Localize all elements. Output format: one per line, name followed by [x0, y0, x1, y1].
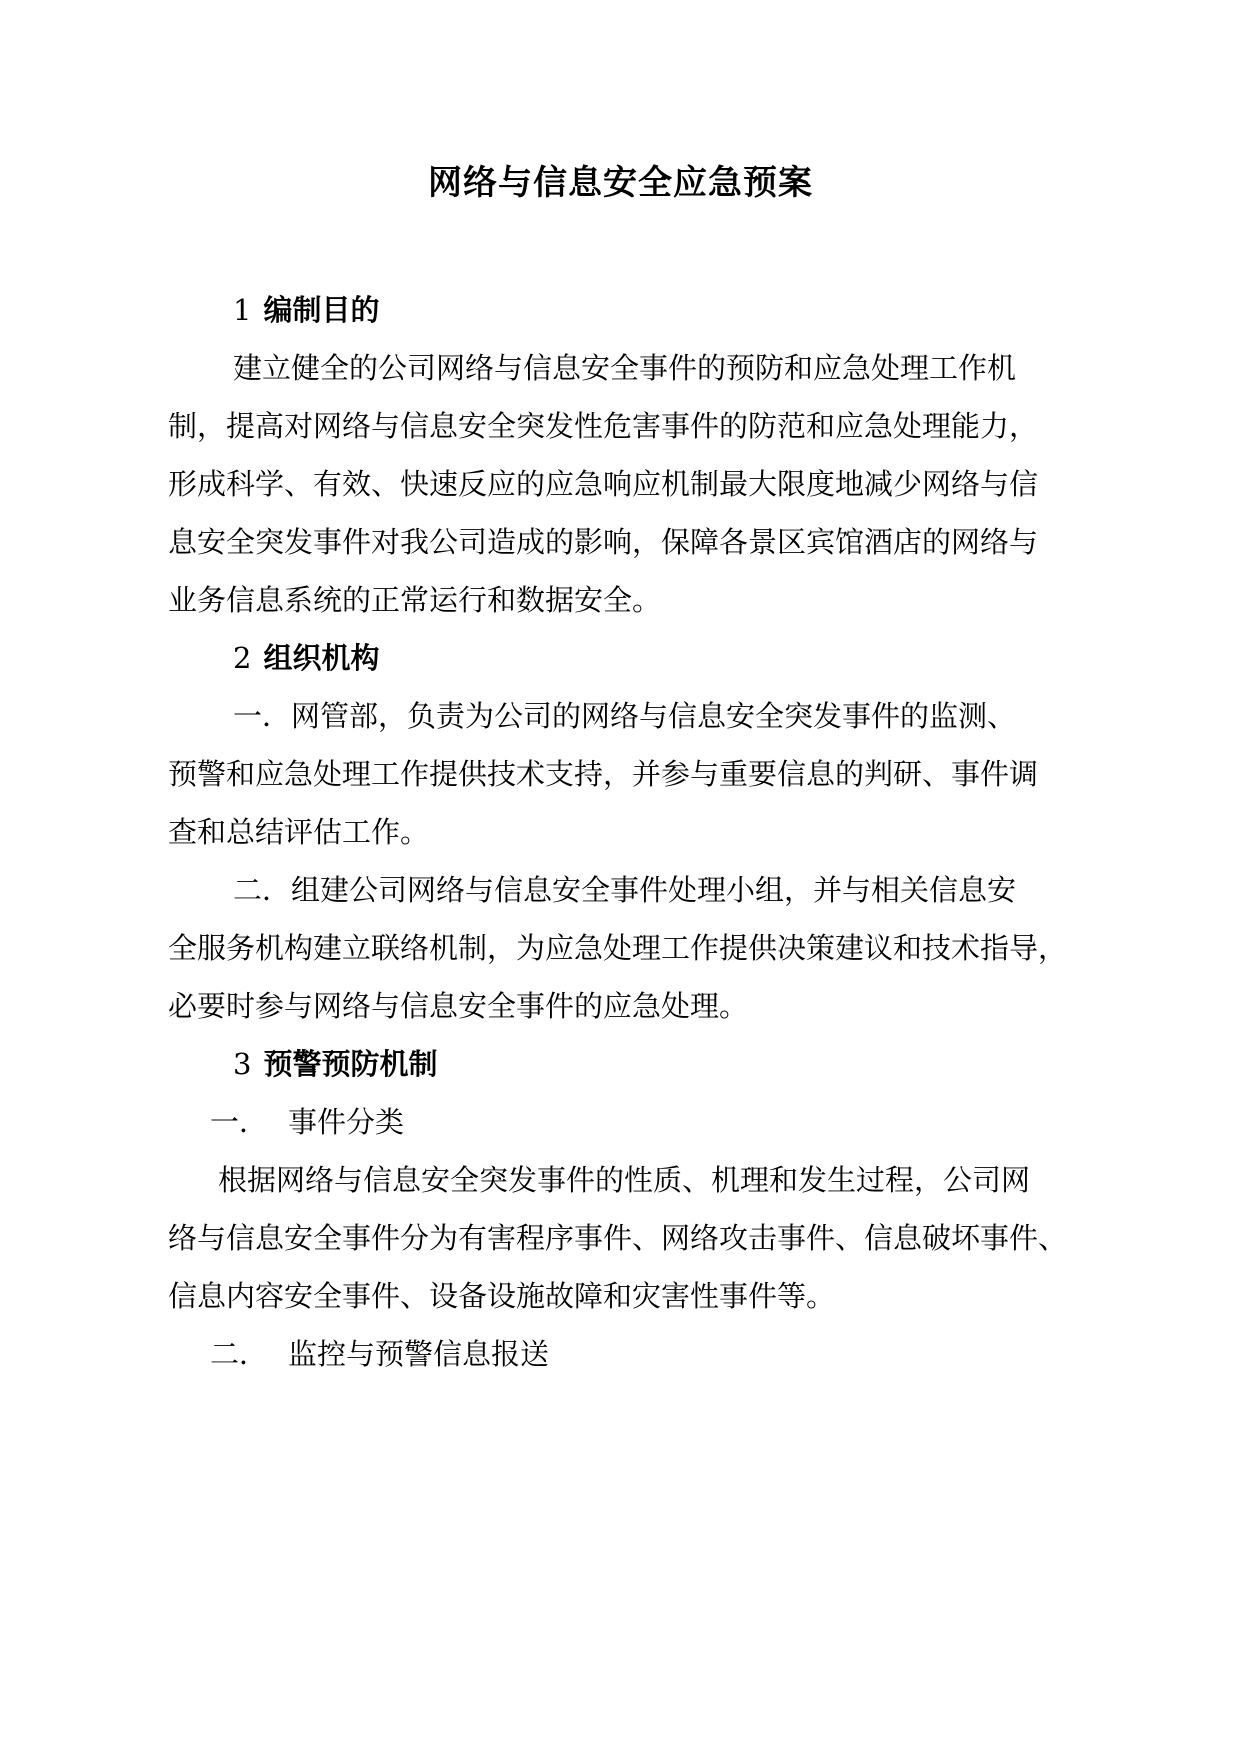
section-title: 预警预防机制 — [263, 1047, 438, 1081]
paragraph-line: 业务信息系统的正常运行和数据安全。 — [168, 583, 662, 617]
section-1-heading — [233, 288, 1103, 332]
section-3-heading — [233, 1042, 1103, 1086]
section-title: 组织机构 — [263, 641, 380, 675]
section-title: 编制目的 — [263, 293, 380, 327]
document-title: 网络与信息安全应急预案 — [428, 163, 813, 203]
paragraph-line: 形成科学、有效、快速反应的应急响应机制最大限度地减少网络与信 — [168, 467, 1039, 501]
paragraph-line: 一．网管部，负责为公司的网络与信息安全突发事件的监测、 — [233, 699, 1017, 733]
paragraph-line: 制，提高对网络与信息安全突发性危害事件的防范和应急处理能力， — [168, 409, 1039, 443]
paragraph-line: 信息内容安全事件、设备设施故障和灾害性事件等。 — [168, 1279, 836, 1313]
subsection-heading — [210, 1332, 1080, 1376]
section-number: 2 — [233, 641, 252, 675]
paragraph-line: 根据网络与信息安全突发事件的性质、机理和发生过程，公司网 — [218, 1163, 1031, 1197]
paragraph-line: 预警和应急处理工作提供技术支持，并参与重要信息的判研、事件调 — [168, 757, 1039, 791]
subsection-marker: 一． — [210, 1105, 269, 1139]
paragraph-line: 息安全突发事件对我公司造成的影响，保障各景区宾馆酒店的网络与 — [168, 525, 1039, 559]
paragraph-line: 二．组建公司网络与信息安全事件处理小组，并与相关信息安 — [233, 873, 1017, 907]
subsection-label: 事件分类 — [288, 1105, 405, 1139]
section-number: 1 — [233, 293, 252, 327]
subsection-heading — [210, 1100, 1080, 1144]
subsection-label: 监控与预警信息报送 — [288, 1337, 550, 1371]
subsection-marker: 二． — [210, 1337, 269, 1371]
section-number: 3 — [233, 1047, 252, 1081]
section-2-heading — [233, 636, 1103, 680]
paragraph-line: 全服务机构建立联络机制，为应急处理工作提供决策建议和技术指导， — [168, 931, 1068, 965]
paragraph-line: 络与信息安全事件分为有害程序事件、网络攻击事件、信息破坏事件、 — [168, 1221, 1068, 1255]
paragraph-line: 查和总结评估工作。 — [168, 815, 430, 849]
paragraph-line: 必要时参与网络与信息安全事件的应急处理。 — [168, 989, 749, 1023]
paragraph-line: 建立健全的公司网络与信息安全事件的预防和应急处理工作机 — [233, 351, 1017, 385]
